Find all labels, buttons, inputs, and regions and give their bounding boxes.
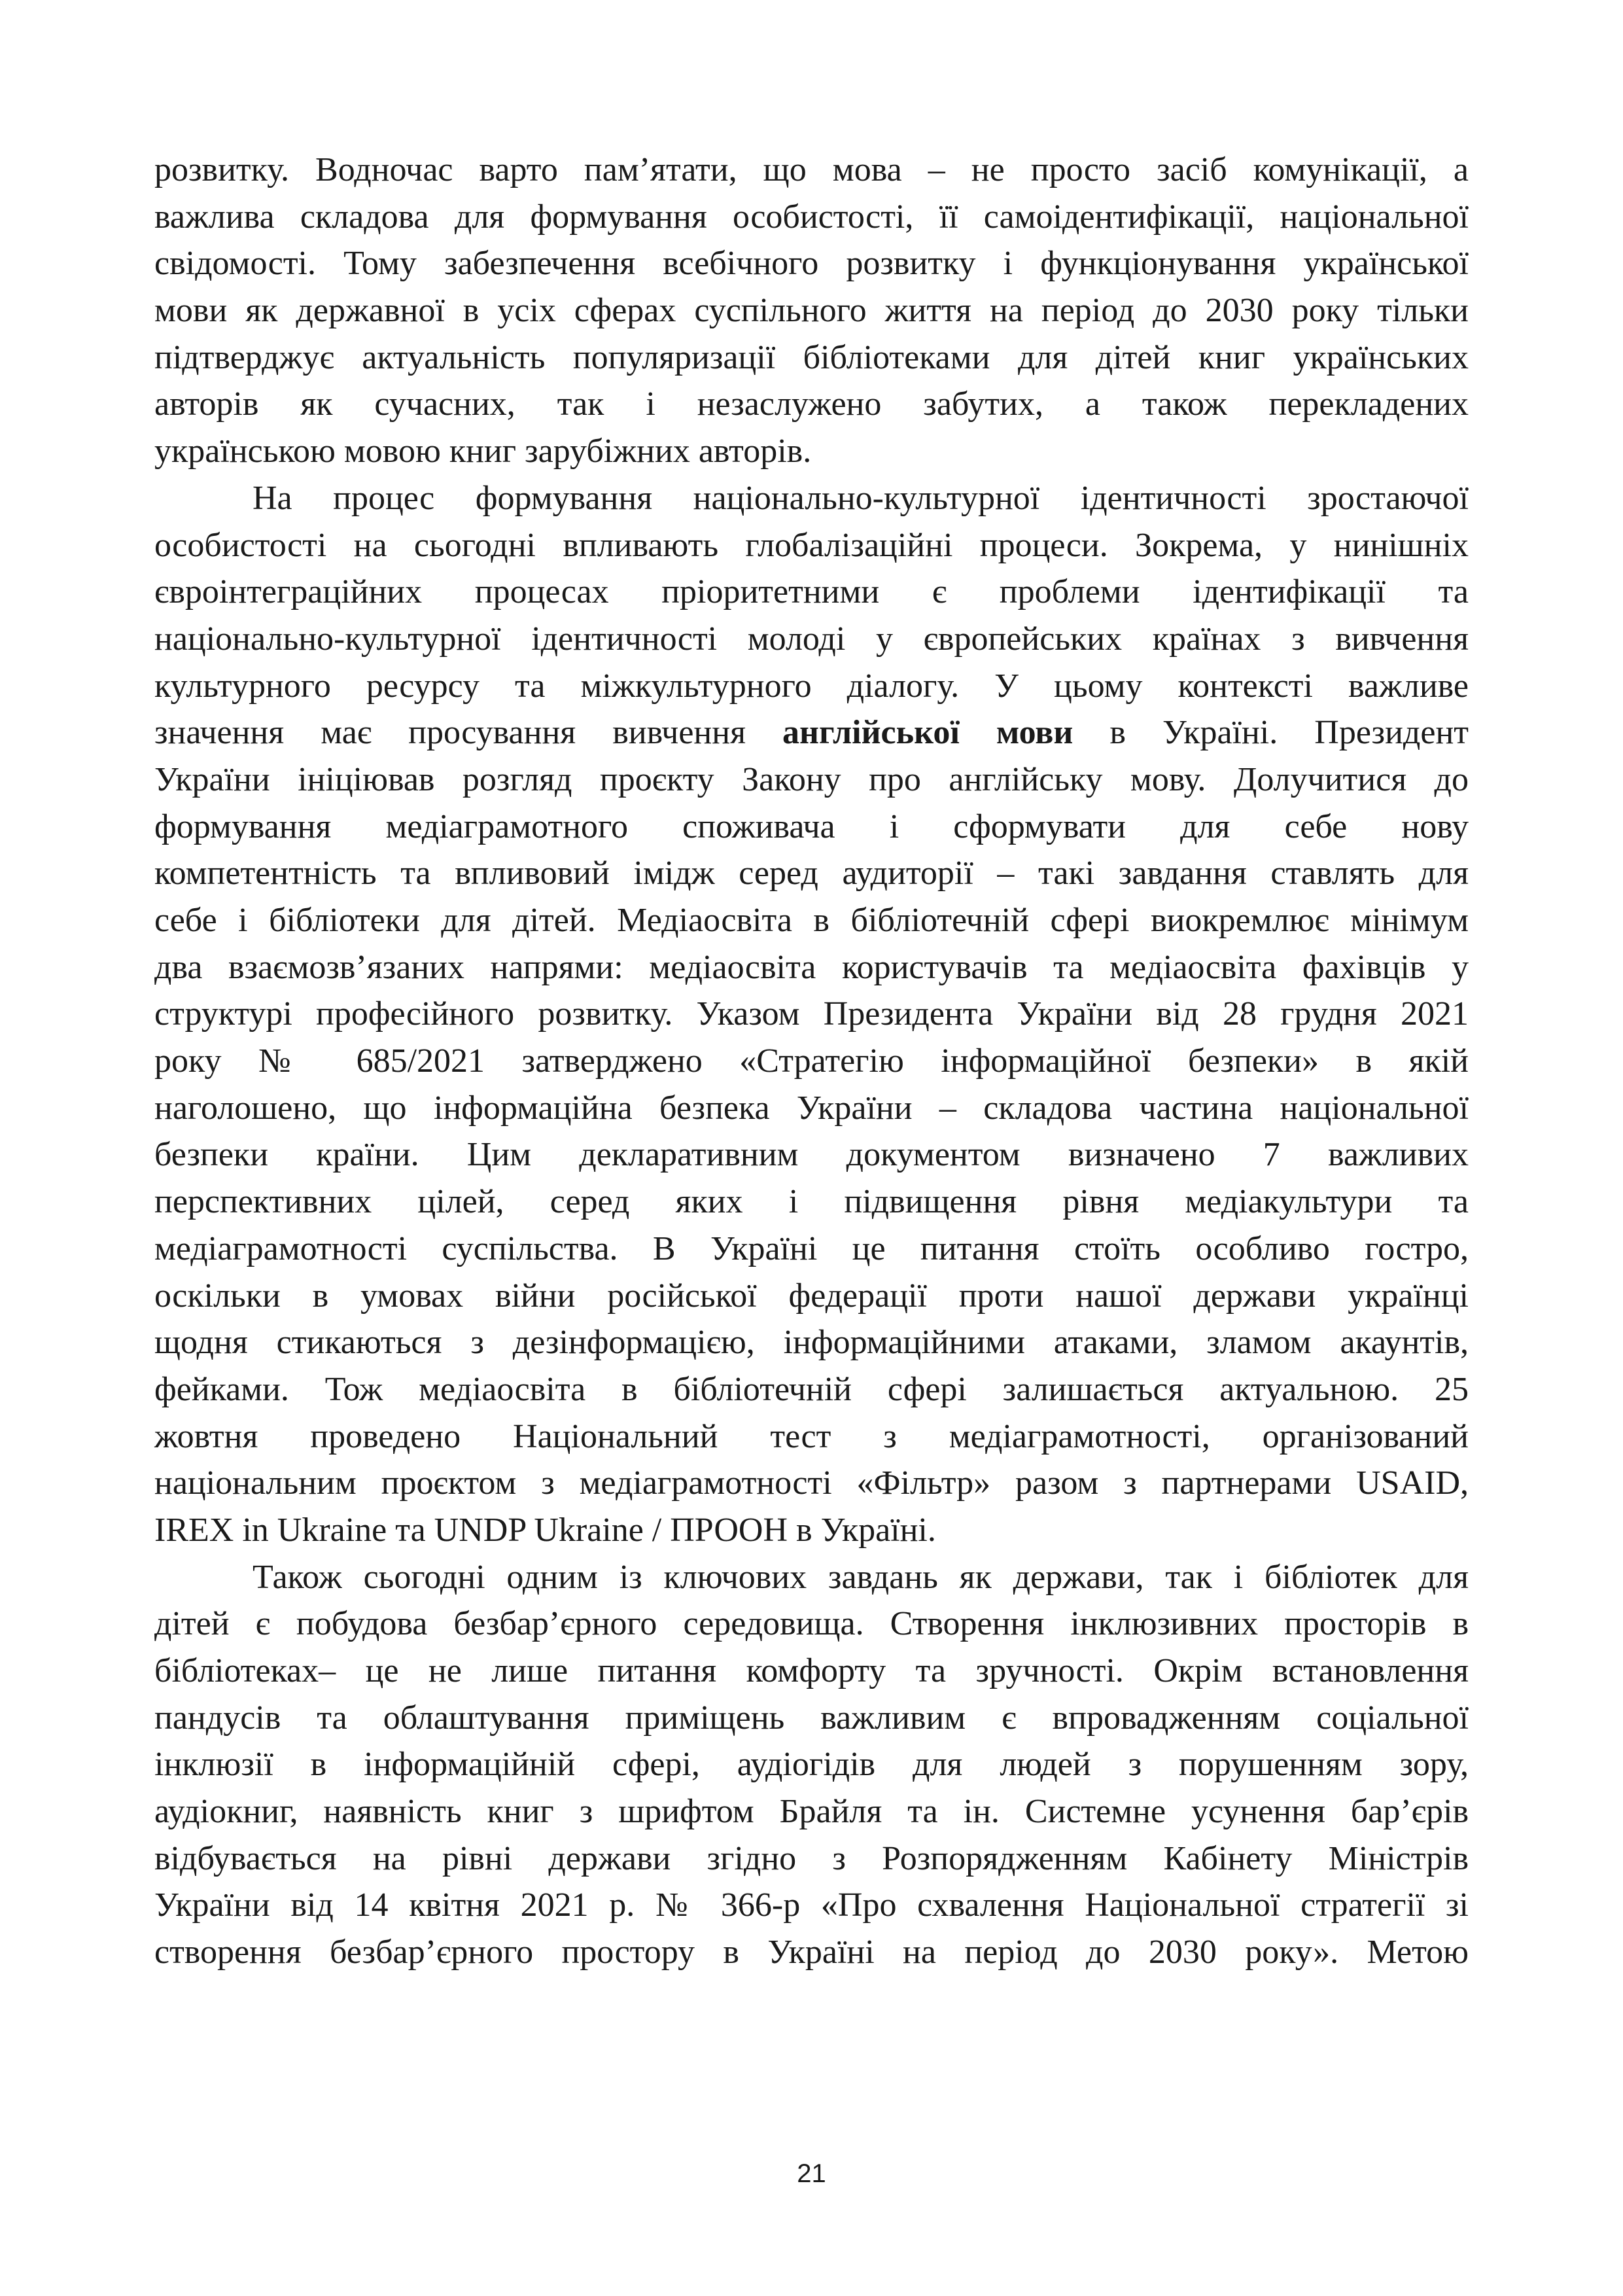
text-line: Також сьогодні одним із ключових завдань як держави, так і бібліотек для <box>253 1558 1469 1596</box>
page-number: 21 <box>797 2159 826 2188</box>
text-line: пандусів та облаштування приміщень важливим є впровадженням соціальної <box>154 1699 1469 1737</box>
text-line: фейками. Тож медіаосвіта в бібліотечній сфері залишається актуальною. 25 <box>154 1370 1469 1408</box>
paragraph <box>154 147 1469 475</box>
text-line: оскільки в умовах війни російської федерації проти нашої держави українці <box>154 1277 1469 1315</box>
text-line: України від 14 квітня 2021 р. № 366-р «Про схвалення Національної стратегії зі <box>154 1886 1469 1924</box>
text-line: створення безбар’єрного простору в Україні на період до 2030 року». Метою <box>154 1934 1469 1971</box>
body-text <box>154 147 1469 1976</box>
text-line: національним проєктом з медіаграмотності «Фільтр» разом з партнерами USAID, <box>154 1464 1469 1502</box>
text-line: євроінтеграційних процесах пріоритетними є проблеми ідентифікації та <box>154 573 1469 611</box>
paragraph <box>154 1554 1469 1976</box>
text-run: в Україні. Президент <box>1073 714 1469 752</box>
text-line: особистості на сьогодні впливають глобалізаційні процеси. Зокрема, у нинішніх <box>154 526 1469 564</box>
text-line: розвитку. Водночас варто пам’ятати, що мова – не просто засіб комунікації, а <box>154 151 1469 188</box>
text-line: аудіокниг, наявність книг з шрифтом Брайля та ін. Системне усунення бар’єрів <box>154 1793 1469 1831</box>
text-line: наголошено, що інформаційна безпека України – складова частина національної <box>154 1089 1469 1127</box>
text-line: дітей є побудова безбар’єрного середовища. Створення інклюзивних просторів в <box>154 1605 1469 1643</box>
text-run: значення має просування вивчення <box>154 714 783 752</box>
text-line: важлива складова для формування особистості, її самоідентифікації, національної <box>154 198 1469 236</box>
text-line: свідомості. Тому забезпечення всебічного розвитку і функціонування української <box>154 245 1469 283</box>
text-line: структурі професійного розвитку. Указом Президента України від 28 грудня 2021 <box>154 995 1469 1033</box>
text-line: інклюзії в інформаційній сфері, аудіогідів для людей з порушенням зору, <box>154 1746 1469 1784</box>
text-line: формування медіаграмотного споживача і сформувати для себе нову <box>154 807 1469 845</box>
text-line <box>154 709 1469 756</box>
text-line: перспективних цілей, серед яких і підвищення рівня медіакультури та <box>154 1183 1469 1221</box>
text-line: медіаграмотності суспільства. В Україні це питання стоїть особливо гостро, <box>154 1229 1469 1267</box>
text-line: два взаємозв’язаних напрями: медіаосвіта користувачів та медіаосвіта фахівців у <box>154 948 1469 986</box>
text-line: IREX in Ukraine та UNDP Ukraine / ПРООН в Україні. <box>154 1511 936 1549</box>
text-line: національно-культурної ідентичності молоді у європейських країнах з вивчення <box>154 620 1469 658</box>
text-line: На процес формування національно-культурної ідентичності зростаючої <box>253 479 1469 517</box>
text-line: авторів як сучасних, так і незаслужено забутих, а також перекладених <box>154 385 1469 423</box>
text-line: бібліотеках– це не лише питання комфорту та зручності. Окрім встановлення <box>154 1652 1469 1689</box>
paragraph <box>154 475 1469 1554</box>
text-line: компетентність та впливовий імідж серед аудиторії – такі завдання ставлять для <box>154 855 1469 892</box>
text-line: мови як державної в усіх сферах суспільного життя на період до 2030 року тільки <box>154 292 1469 330</box>
text-line: підтверджує актуальність популяризації бібліотеками для дітей книг українських <box>154 338 1469 376</box>
text-line: відбувається на рівні держави згідно з Розпорядженням Кабінету Міністрів <box>154 1839 1469 1877</box>
text-line: жовтня проведено Національний тест з медіаграмотності, організований <box>154 1417 1469 1455</box>
text-line: щодня стикаються з дезінформацією, інформаційними атаками, зламом акаунтів, <box>154 1324 1469 1362</box>
text-line: безпеки країни. Цим декларативним документом визначено 7 важливих <box>154 1136 1469 1174</box>
text-line: культурного ресурсу та міжкультурного діалогу. У цьому контексті важливе <box>154 667 1469 705</box>
text-line: року № 685/2021 затверджено «Стратегію інформаційної безпеки» в якій <box>154 1042 1469 1080</box>
bold-text-run: англійської мови <box>782 714 1073 752</box>
text-line: себе і бібліотеки для дітей. Медіаосвіта в бібліотечній сфері виокремлює мінімум <box>154 902 1469 939</box>
text-line: України ініціював розгляд проєкту Закону про англійську мову. Долучитися до <box>154 760 1469 798</box>
text-line: українською мовою книг зарубіжних авторів. <box>154 433 812 470</box>
